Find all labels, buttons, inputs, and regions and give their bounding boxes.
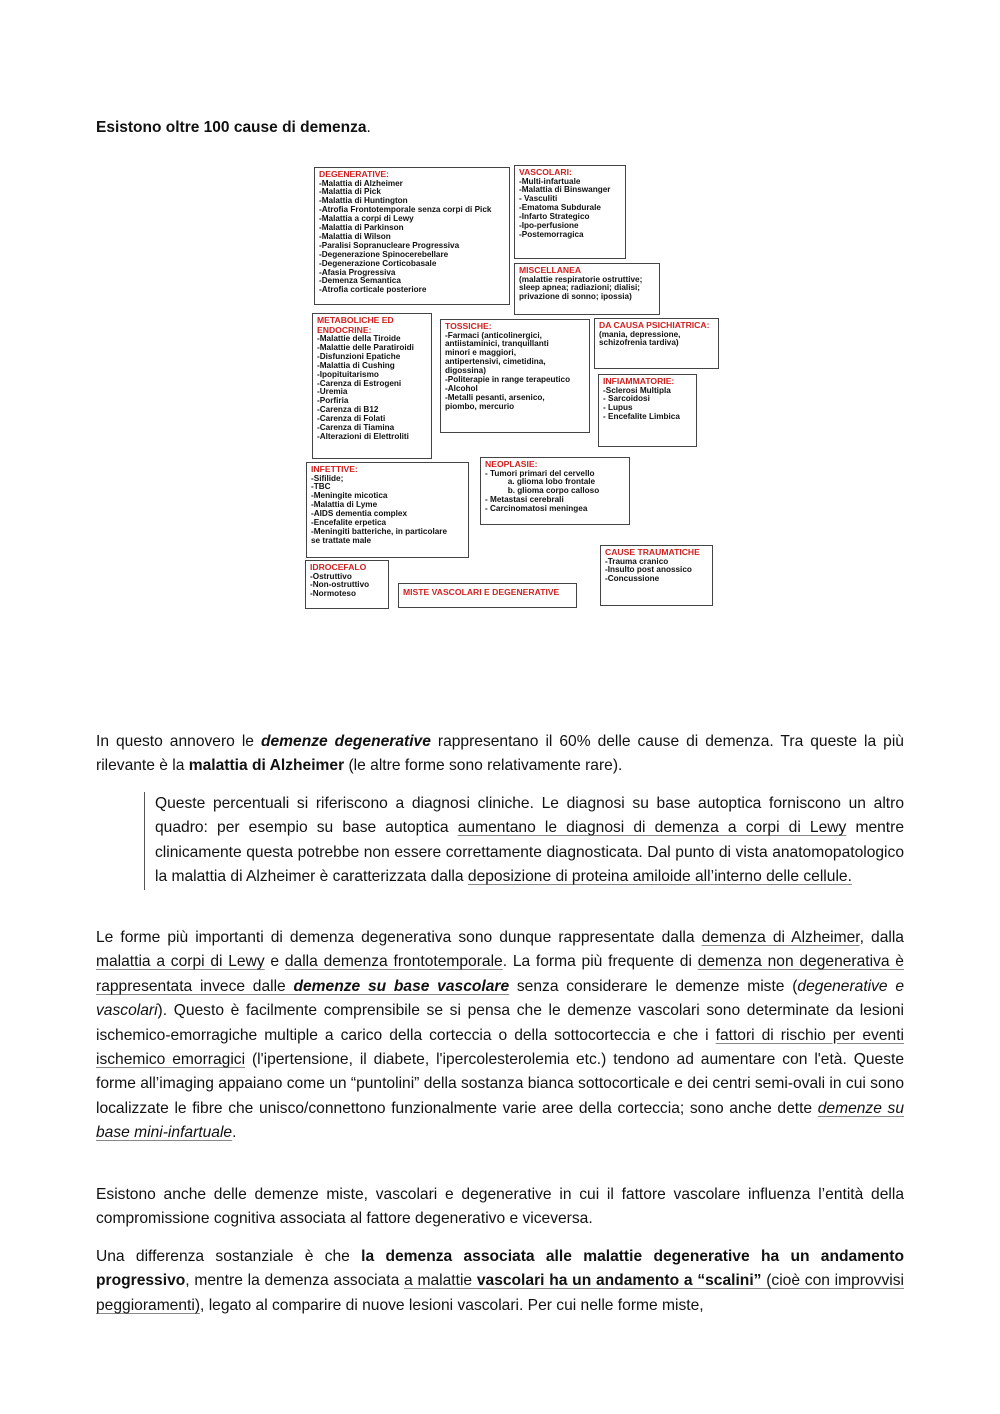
traumatiche-item: -Concussione xyxy=(605,574,660,584)
paragraph-4 xyxy=(96,1245,904,1318)
idrocefalo-item: -Normoteso xyxy=(310,589,356,599)
p2-j: senza considerare le demenze miste ( xyxy=(509,977,798,995)
vascolari-item: -Infarto Strategico xyxy=(519,212,590,222)
degenerative-item: -Malattia di Huntington xyxy=(319,196,408,206)
p2-p: . xyxy=(232,1124,237,1142)
box-psichiatrica xyxy=(594,318,719,369)
p2-a: Le forme più importanti di demenza degenerativa sono dunque rappresentate dalla xyxy=(96,929,702,946)
p2-demenze-vascolare: demenze su base vascolare xyxy=(293,977,510,995)
metaboliche-title: METABOLICHE ED ENDOCRINE: xyxy=(317,315,394,335)
box-traumatiche xyxy=(600,545,713,606)
p1-demenze-degenerative: demenze degenerative xyxy=(260,733,431,750)
idrocefalo-item: -Ostruttivo xyxy=(310,571,352,581)
degenerative-item: -Demenza Semantica xyxy=(319,276,401,286)
p4-scalini: vascolari ha un andamento a “scalini” xyxy=(476,1272,762,1290)
infettive-item: -Meningiti batteriche, in particolare xyxy=(311,526,448,536)
p2-e: e xyxy=(264,953,285,971)
metaboliche-item: -Disfunzioni Epatiche xyxy=(317,351,401,361)
miscellanea-item: (malattie respiratorie ostruttive; xyxy=(519,274,643,284)
miscellanea-item: privazione di sonno; ipossia) xyxy=(519,292,632,302)
p2-n: (l'ipertensione, il diabete, l'ipercolesterolemia etc.) tendono ad aumentare con l'età. Queste forme all’imaging appaiano come un “puntolini” della sostanza bianca sottocorticale e dei centri semi-ovali in cui sono localizzate le fibre che unisco/connettono funzionalmente varie aree della corteccia; sono anche dette xyxy=(96,1051,904,1117)
metaboliche-item: -Alterazioni di Elettroliti xyxy=(317,431,409,441)
quote-underline-lewy: aumentano le diagnosi di demenza a corpi di Lewy xyxy=(457,819,847,837)
infettive-item: -TBC xyxy=(311,482,331,492)
degenerative-item: -Atrofia Frontotemporale senza corpi di Pick xyxy=(319,205,492,215)
box-infettive xyxy=(306,462,469,558)
degenerative-item: -Afasia Progressiva xyxy=(319,267,396,277)
vascolari-title: VASCOLARI: xyxy=(519,167,572,177)
metaboliche-item: -Uremia xyxy=(317,387,348,397)
degenerative-item: -Paralisi Sopranucleare Progressiva xyxy=(319,240,460,250)
neoplasie-item: - Tumori primari del cervello xyxy=(485,468,595,478)
metaboliche-item: -Ipopituitarismo xyxy=(317,369,379,379)
infiammatorie-item: - Sarcoidosi xyxy=(603,394,650,404)
box-idrocefalo xyxy=(305,560,389,609)
quote-text-a: Queste percentuali si riferiscono a diagnosi cliniche. Le diagnosi su base autoptica forniscono un altro quadro: per esempio su base autoptica xyxy=(155,795,904,837)
neoplasie-item: b. glioma corpo calloso xyxy=(485,486,600,496)
tossiche-item: -Politerapie in range terapeutico xyxy=(445,375,571,385)
box-miscellanea xyxy=(514,263,660,315)
vascolari-item: -Multi-infartuale xyxy=(519,176,581,186)
infettive-item: -AIDS dementia complex xyxy=(311,509,407,519)
degenerative-item: -Degenerazione Corticobasale xyxy=(319,258,437,268)
tossiche-item: -Alcohol xyxy=(445,383,478,393)
p2-miste-italic: degenerative e vascolari xyxy=(96,977,905,1020)
paragraph-2 xyxy=(96,926,904,1146)
infiammatorie-item: - Lupus xyxy=(603,403,633,413)
quote-underline-amiloide: deposizione di proteina amiloide all’interno delle cellule. xyxy=(467,868,852,886)
psichiatrica-title: DA CAUSA PSICHIATRICA: xyxy=(599,320,710,330)
p2-fattori-rischio: fattori di rischio per eventi ischemico emorragici xyxy=(96,1026,904,1069)
vascolari-item: -Malattia di Binswanger xyxy=(519,185,611,195)
metaboliche-item: -Malattie della Tiroide xyxy=(317,334,401,343)
intro-heading xyxy=(96,119,371,137)
infettive-title: INFETTIVE: xyxy=(311,464,358,474)
box-vascolari xyxy=(514,165,626,259)
tossiche-title: TOSSICHE: xyxy=(445,321,492,331)
neoplasie-title: NEOPLASIE: xyxy=(485,459,538,469)
p1-text-e: (le altre forme sono relativamente rare). xyxy=(344,757,623,775)
infettive-item: se trattate male xyxy=(311,535,372,545)
p4-progressivo: la demenza associata alle malattie degenerative ha un andamento progressivo xyxy=(96,1248,904,1290)
traumatiche-item: -Trauma cranico xyxy=(605,556,669,566)
miste-title: MISTE VASCOLARI E DEGENERATIVE xyxy=(403,587,560,597)
box-metaboliche xyxy=(312,313,432,459)
metaboliche-item: -Carenza di Estrogeni xyxy=(317,378,402,388)
p2-c: , dalla xyxy=(859,929,904,946)
tossiche-item: antiistaminici, tranquillanti xyxy=(445,339,549,349)
tossiche-item: minori e maggiori, xyxy=(445,348,516,358)
metaboliche-item: -Carenza di Folati xyxy=(317,414,386,424)
infiammatorie-item: -Sclerosi Multipla xyxy=(603,385,671,395)
p2-h: demenza non degenerativa è rappresentata invece dalle xyxy=(96,953,904,995)
vascolari-item: -Postemorragica xyxy=(519,229,584,239)
metaboliche-item: -Malattie delle Paratiroidi xyxy=(317,342,414,352)
tossiche-item: antipertensivi, cimetidina, xyxy=(445,357,546,367)
miscellanea-item: sleep apnea; radiazioni; dialisi; xyxy=(519,283,641,293)
p4-c: , mentre la demenza associata xyxy=(185,1272,405,1290)
infettive-item: -Sifilide; xyxy=(311,473,344,483)
p1-text-c: rappresentano il 60% delle cause di demenza. Tra queste la più rilevante è la xyxy=(96,733,904,775)
metaboliche-item: -Porfiria xyxy=(317,396,349,406)
traumatiche-item: -Insulto post anossico xyxy=(605,565,692,575)
infiammatorie-item: - Encefalite Limbica xyxy=(603,412,680,422)
degenerative-item: -Degenerazione Spinocerebellare xyxy=(319,249,449,259)
infettive-item: -Malattia di Lyme xyxy=(311,500,378,510)
box-tossiche xyxy=(440,319,590,433)
paragraph-1 xyxy=(96,730,904,779)
neoplasie-item: a. glioma lobo frontale xyxy=(485,477,596,487)
miscellanea-title: MISCELLANEA xyxy=(519,265,582,275)
p1-malattia-alzheimer: malattia di Alzheimer xyxy=(188,757,345,775)
p2-lewy: malattia a corpi di Lewy xyxy=(96,953,265,971)
vascolari-item: - Vasculiti xyxy=(519,194,558,204)
p1-text-a: In questo annovero le xyxy=(96,733,261,750)
intro-bold: Esistono oltre 100 cause di demenza xyxy=(96,119,367,136)
tossiche-item: -Farmaci (anticolinergici, xyxy=(445,330,542,340)
psichiatrica-item: (mania, depressione, xyxy=(599,329,681,339)
p2-frontotemporale: dalla demenza frontotemporale xyxy=(284,953,503,971)
vascolari-item: -Ipo-perfusione xyxy=(519,221,579,231)
neoplasie-item: - Carcinomatosi meningea xyxy=(485,504,588,514)
tossiche-item: piombo, mercurio xyxy=(445,401,515,411)
vascolari-item: -Ematoma Subdurale xyxy=(519,203,601,213)
paragraph-3: Esistono anche delle demenze miste, vascolari e degenerative in cui il fattore vascolare influenza l’entità della compromissione cognitiva associata al fattore degenerativo e viceversa. xyxy=(96,1186,904,1228)
degenerative-item: -Atrofia corticale posteriore xyxy=(319,285,427,295)
metaboliche-item: -Carenza di Tiamina xyxy=(317,423,395,433)
p4-g: , legato al comparire di nuove lesioni vascolari. Per cui nelle forme miste, xyxy=(200,1296,704,1314)
psichiatrica-item: schizofrenia tardiva) xyxy=(599,338,679,348)
p4-d: a malattie xyxy=(404,1272,477,1290)
p2-alzheimer: demenza di Alzheimer xyxy=(701,929,860,946)
metaboliche-item: -Carenza di B12 xyxy=(317,405,379,415)
box-miste xyxy=(398,583,577,608)
quote-text-c: mentre clinicamente questa potrebbe non essere correttamente diagnosticata. Dal punto di vista anatomopatologico la malattia di Alzheimer è caratterizzata dalla xyxy=(155,819,905,886)
box-neoplasie xyxy=(480,457,630,525)
infiammatorie-title: INFIAMMATORIE: xyxy=(603,376,675,386)
idrocefalo-item: -Non-ostruttivo xyxy=(310,580,370,590)
infettive-item: -Meningite micotica xyxy=(311,491,388,501)
degenerative-item: -Malattia di Alzheimer xyxy=(319,178,403,188)
tossiche-item: -Metalli pesanti, arsenico, xyxy=(445,392,545,402)
degenerative-item: -Malattia di Parkinson xyxy=(319,223,404,233)
box-degenerative xyxy=(314,167,510,305)
box-infiammatorie xyxy=(598,374,697,447)
idrocefalo-title: IDROCEFALO xyxy=(310,562,367,572)
degenerative-item: -Malattia a corpi di Lewy xyxy=(319,214,414,224)
note-blockquote xyxy=(144,792,904,890)
p2-mini-infartuale: demenze su base mini-infartuale xyxy=(96,1099,905,1142)
p2-l: ). Questo è facilmente comprensibile se si pensa che le demenze vascolari sono determinate da lesioni ischemico-emorragiche multiple a carico della corteccia o della sottocorteccia e che i xyxy=(96,1002,904,1044)
p4-f: (cioè con improvvisi peggioramenti) xyxy=(96,1272,904,1314)
degenerative-item: -Malattia di Pick xyxy=(319,187,381,197)
neoplasie-item: - Metastasi cerebrali xyxy=(485,495,564,505)
degenerative-item: -Malattia di Wilson xyxy=(319,231,391,241)
degenerative-title: DEGENERATIVE: xyxy=(319,169,390,179)
metaboliche-item: -Malattia di Cushing xyxy=(317,360,395,370)
infettive-item: -Encefalite erpetica xyxy=(311,518,387,528)
traumatiche-title: CAUSE TRAUMATICHE xyxy=(605,547,700,557)
intro-end: . xyxy=(366,119,371,136)
p2-g: . La forma più frequente di xyxy=(502,953,698,971)
tossiche-item: digossina) xyxy=(445,366,486,376)
p4-a: Una differenza sostanziale è che xyxy=(96,1248,362,1265)
